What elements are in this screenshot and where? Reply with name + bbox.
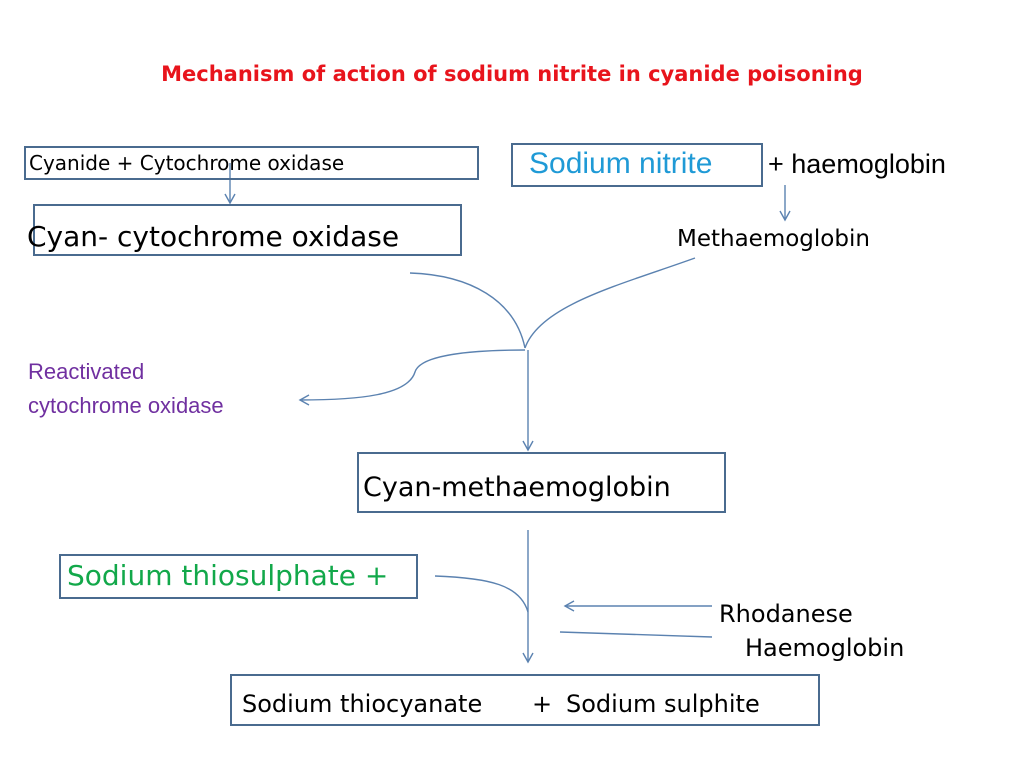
sodium-thiocyanate-label: Sodium thiocyanate [242, 690, 483, 718]
haemoglobin-enzyme-label: Haemoglobin [745, 634, 905, 662]
reactants-label: Cyanide + Cytochrome oxidase [29, 151, 345, 175]
haemoglobin-label: + haemoglobin [768, 149, 946, 179]
sodium-nitrite-label: Sodium nitrite [529, 147, 713, 180]
sodium-sulphite-label: Sodium sulphite [566, 690, 760, 718]
cyan-cytochrome-label: Cyan- cytochrome oxidase [27, 220, 400, 253]
line-from-haemoglobin [560, 632, 712, 637]
products-plus-sign: + [532, 690, 553, 718]
page-title: Mechanism of action of sodium nitrite in cyanide poisoning [161, 62, 863, 86]
sodium-thiosulphate-label: Sodium thiosulphate + [67, 559, 389, 592]
curve-from-methaemoglobin [525, 258, 695, 348]
rhodanese-label: Rhodanese [719, 600, 853, 628]
curve-from-thiosulphate [435, 576, 528, 612]
methaemoglobin-label: Methaemoglobin [677, 226, 870, 252]
curve-from-cyan-cytochrome [410, 273, 525, 348]
arrow-to-reactivated [300, 350, 525, 400]
reactivated-label-2: cytochrome oxidase [28, 393, 224, 418]
reactivated-label: Reactivated [28, 359, 145, 384]
cyan-methaemoglobin-label: Cyan-methaemoglobin [363, 472, 671, 503]
